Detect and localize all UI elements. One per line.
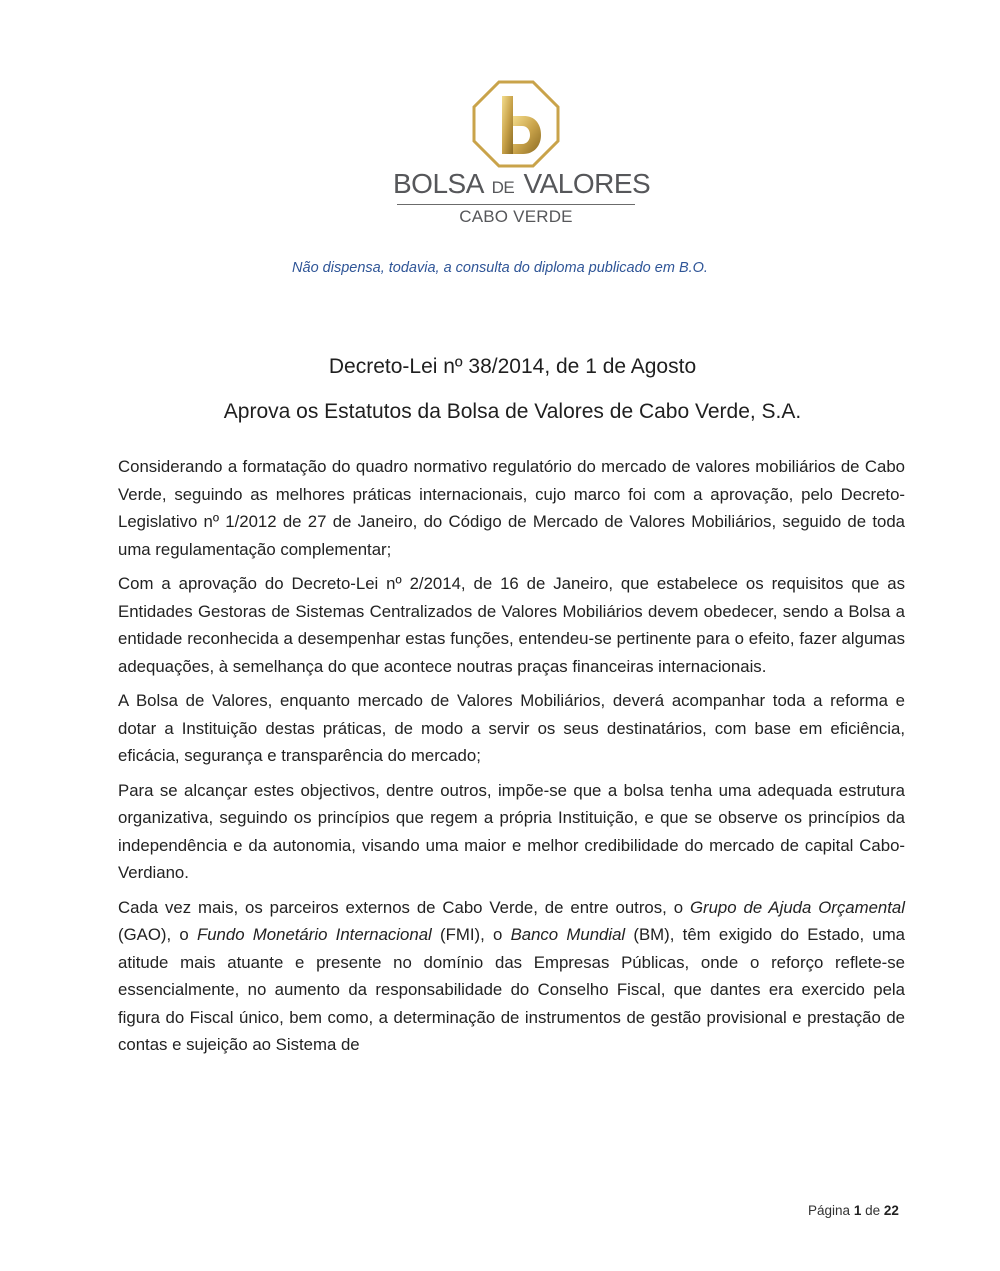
text-run: (FMI), o: [431, 925, 511, 944]
octagon-b-icon: [472, 80, 560, 168]
logo-wordmark: BOLSA DE VALORES: [393, 168, 651, 199]
paragraph: Para se alcançar estes objectivos, dentre outros, impõe-se que a bolsa tenha uma adequada estrutura organizativa, seguindo os princípios que regem a própria Instituição, e que se observe os princípios da independência e da autonomia, visando uma maior e melhor credibilidade do mercado de capital Cabo-Verdiano.: [118, 780, 905, 882]
logo-divider: [397, 204, 635, 205]
italic-term: Fundo Monetário Internacional: [196, 925, 432, 944]
document-title: Decreto-Lei nº 38/2014, de 1 de Agosto: [328, 355, 697, 378]
logo-subtitle: CABO VERDE: [459, 207, 573, 226]
text-run: (BM), têm exigido do Estado, uma atitude mais atuante e presente no domínio das Empresas Públicas, onde o reforço reflete-se essencialmente, no aumento da responsabilidade do Conselho Fiscal, que dantes era exercido pela figura do Fiscal único, bem como, a determinação de instrumentos de gestão provisional e prestação de contas e sujeição ao Sistema de: [118, 925, 906, 1054]
page-number: Página 1 de 22: [808, 1203, 899, 1218]
text-run: (GAO), o: [118, 925, 197, 944]
text-run: Cada vez mais, os parceiros externos de Cabo Verde, de entre outros, o: [118, 897, 690, 917]
disclaimer-note: Não dispensa, todavia, a consulta do diploma publicado em B.O.: [292, 260, 708, 276]
document-body: [118, 453, 905, 1066]
paragraph: Considerando a formatação do quadro normativo regulatório do mercado de valores mobiliários de Cabo Verde, seguindo as melhores práticas internacionais, cujo marco foi com a aprovação, pelo Decreto-Legislativo nº 1/2012 de 27 de Janeiro, do Código de Mercado de Valores Mobiliários, seguido de toda uma regulamentação complementar;: [118, 457, 905, 559]
bolsa-logo: [393, 80, 651, 230]
paragraph: A Bolsa de Valores, enquanto mercado de Valores Mobiliários, deverá acompanhar toda a reforma e dotar a Instituição destas práticas, de modo a servir os seus destinatários, com base em eficiência, eficácia, segurança e transparência do mercado;: [118, 691, 905, 765]
italic-term: Grupo de Ajuda Orçamental: [689, 897, 905, 917]
paragraph: Com a aprovação do Decreto-Lei nº 2/2014, de 16 de Janeiro, que estabelece os requisitos que as Entidades Gestoras de Sistemas Centralizados de Valores Mobiliários devem obedecer, sendo a Bolsa a entidade reconhecida a desempenhar estas funções, entendeu-se pertinente para o efeito, fazer algumas adequações, à semelhança do que acontece noutras praças financeiras internacionais.: [118, 574, 905, 676]
italic-term: Banco Mundial: [510, 925, 626, 944]
document-subtitle: Aprova os Estatutos da Bolsa de Valores de Cabo Verde, S.A.: [223, 400, 802, 423]
paragraph-last: [118, 894, 905, 1059]
